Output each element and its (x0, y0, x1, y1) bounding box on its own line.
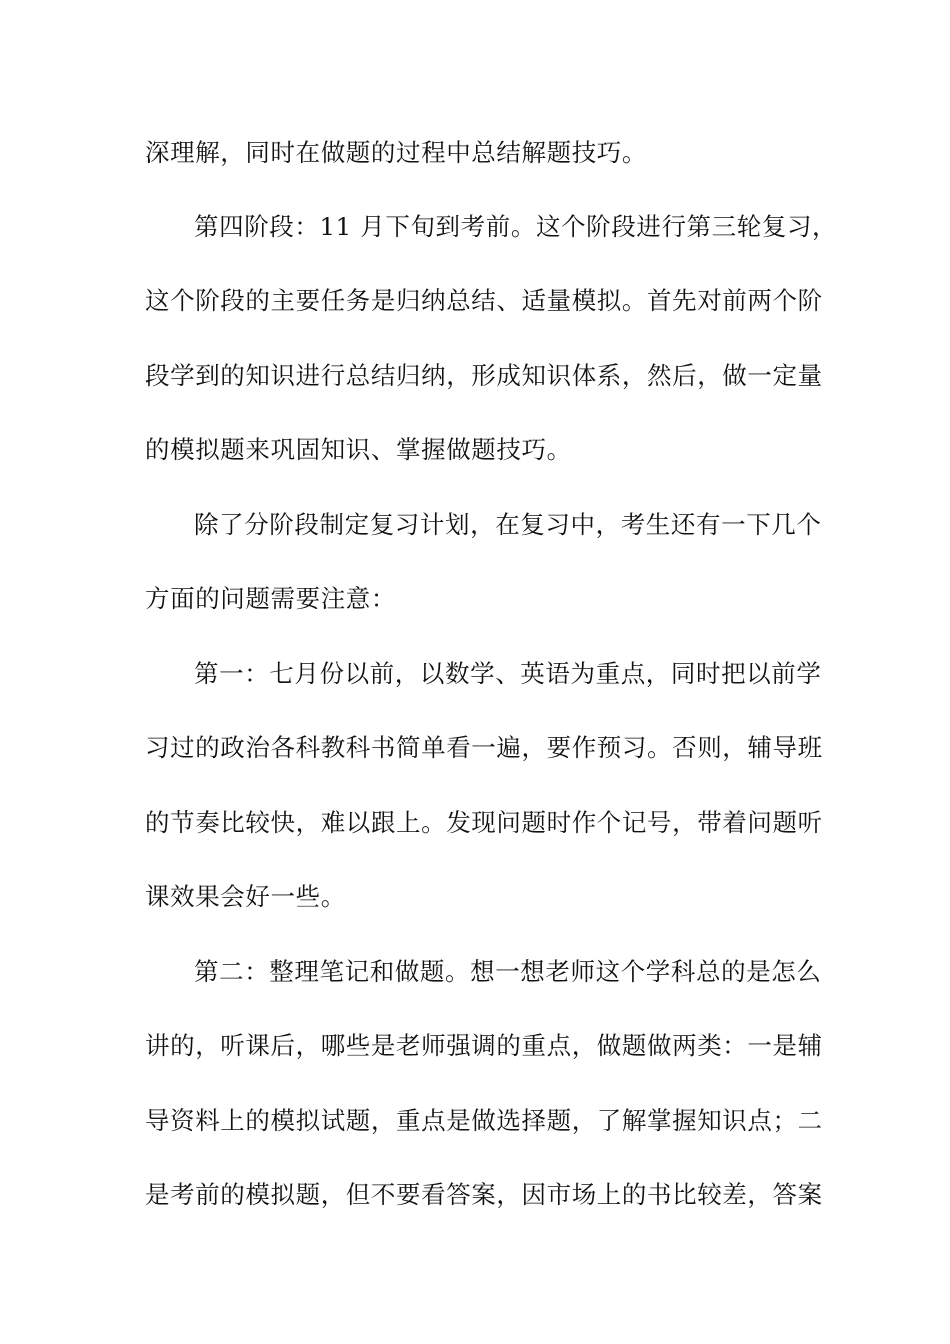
text-line: 的模拟题来巩固知识、掌握做题技巧。 (145, 435, 572, 464)
paragraph-start-line: 除了分阶段制定复习计划，在复习中，考生还有一下几个 (194, 510, 822, 539)
text-line: 课效果会好一些。 (145, 882, 346, 911)
text-line: 深理解，同时在做题的过程中总结解题技巧。 (145, 138, 647, 167)
text-line: 导资料上的模拟试题，重点是做选择题，了解掌握知识点；二 (145, 1106, 823, 1135)
paragraph-start-line: 第一：七月份以前，以数学、英语为重点，同时把以前学 (194, 659, 822, 688)
text-line: 方面的问题需要注意： (145, 584, 396, 613)
text-line: 习过的政治各科教科书简单看一遍，要作预习。否则，辅导班 (145, 733, 823, 762)
text-line: 段学到的知识进行总结归纳，形成知识体系，然后，做一定量 (145, 361, 823, 390)
paragraph-start-line: 第四阶段：11 月下旬到考前。这个阶段进行第三轮复习， (194, 212, 838, 241)
text-line: 这个阶段的主要任务是归纳总结、适量模拟。首先对前两个阶 (145, 286, 823, 315)
text-line: 是考前的模拟题，但不要看答案，因市场上的书比较差，答案 (145, 1180, 823, 1209)
text-line: 讲的，听课后，哪些是老师强调的重点，做题做两类：一是辅 (145, 1031, 823, 1060)
paragraph-start-line: 第二：整理笔记和做题。想一想老师这个学科总的是怎么 (194, 957, 822, 986)
text-line: 的节奏比较快，难以跟上。发现问题时作个记号，带着问题听 (145, 808, 823, 837)
